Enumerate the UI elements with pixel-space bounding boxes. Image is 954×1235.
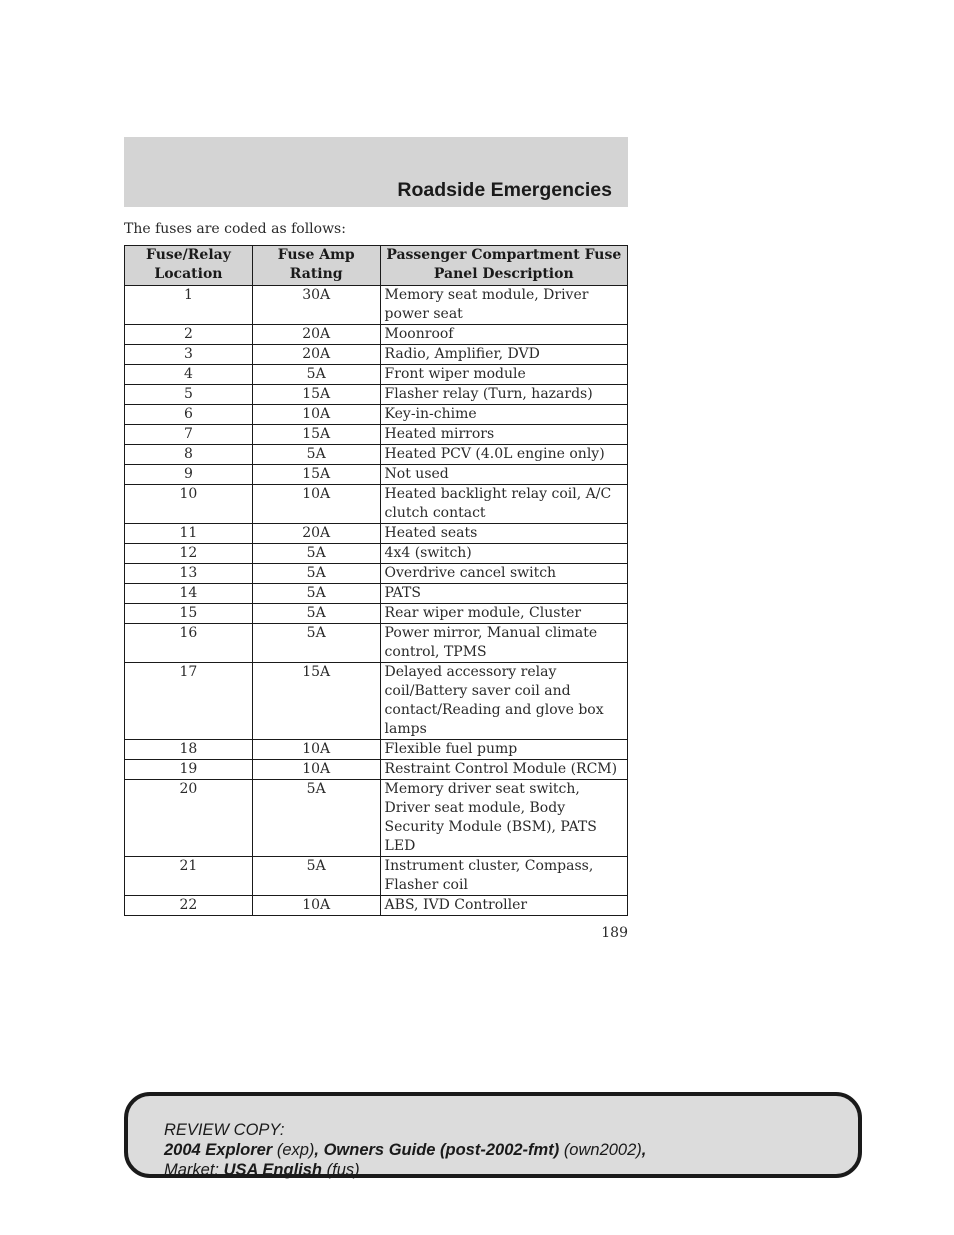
fuse-amp-cell: 10A	[252, 760, 380, 780]
fuse-location-cell: 6	[125, 405, 253, 425]
fuse-table-row	[125, 345, 628, 365]
fuse-table-row	[125, 385, 628, 405]
fuse-description-cell: Overdrive cancel switch	[380, 564, 627, 584]
page-number: 189	[601, 925, 628, 941]
review-market-label: Market:	[164, 1161, 220, 1179]
fuse-table-row	[125, 405, 628, 425]
fuse-table-row	[125, 604, 628, 624]
fuse-table-row	[125, 365, 628, 385]
review-market-code: (fus)	[326, 1161, 360, 1179]
fuse-amp-cell: 10A	[252, 896, 380, 916]
fuse-amp-cell: 5A	[252, 604, 380, 624]
fuse-amp-cell: 10A	[252, 485, 380, 524]
fuse-location-cell: 5	[125, 385, 253, 405]
intro-text: The fuses are coded as follows:	[124, 221, 346, 237]
fuse-amp-cell: 20A	[252, 325, 380, 345]
fuse-description-cell: Moonroof	[380, 325, 627, 345]
review-publication-line	[164, 1140, 646, 1160]
fuse-description-cell: ABS, IVD Controller	[380, 896, 627, 916]
fuse-description-cell: Front wiper module	[380, 365, 627, 385]
review-copy-box	[124, 1092, 862, 1178]
fuse-table-body	[125, 286, 628, 916]
review-guide-code: (own2002)	[563, 1141, 642, 1159]
fuse-table-row	[125, 465, 628, 485]
review-copy-text	[164, 1120, 646, 1180]
review-comma: ,	[641, 1141, 647, 1159]
fuse-description-cell: Instrument cluster, Compass, Flasher coil	[380, 857, 627, 896]
fuse-location-cell: 7	[125, 425, 253, 445]
fuse-amp-cell: 5A	[252, 445, 380, 465]
fuse-table-row	[125, 425, 628, 445]
fuse-description-cell: Heated PCV (4.0L engine only)	[380, 445, 627, 465]
fuse-amp-cell: 5A	[252, 544, 380, 564]
fuse-amp-cell: 15A	[252, 425, 380, 445]
column-header-amp-rating: Fuse Amp Rating	[252, 246, 380, 286]
fuse-description-cell: Memory driver seat switch, Driver seat module, Body Security Module (BSM), PATS LED	[380, 780, 627, 857]
fuse-location-cell: 20	[125, 780, 253, 857]
fuse-amp-cell: 10A	[252, 740, 380, 760]
fuse-table-row	[125, 624, 628, 663]
fuse-amp-cell: 5A	[252, 584, 380, 604]
fuse-amp-cell: 15A	[252, 663, 380, 740]
fuse-amp-cell: 5A	[252, 365, 380, 385]
fuse-table-row	[125, 663, 628, 740]
fuse-amp-cell: 15A	[252, 465, 380, 485]
fuse-table-row	[125, 286, 628, 325]
fuse-location-cell: 19	[125, 760, 253, 780]
fuse-amp-cell: 10A	[252, 405, 380, 425]
review-guide: , Owners Guide (post-2002-fmt)	[314, 1141, 560, 1159]
review-copy-label: REVIEW COPY:	[164, 1121, 285, 1139]
fuse-table-row	[125, 445, 628, 465]
fuse-amp-cell: 20A	[252, 345, 380, 365]
fuse-description-cell: Heated backlight relay coil, A/C clutch contact	[380, 485, 627, 524]
fuse-table-row	[125, 896, 628, 916]
review-market: USA English	[223, 1161, 323, 1179]
fuse-table-row	[125, 544, 628, 564]
column-header-description: Passenger Compartment Fuse Panel Description	[380, 246, 627, 286]
fuse-table-row	[125, 584, 628, 604]
fuse-location-cell: 21	[125, 857, 253, 896]
fuse-location-cell: 4	[125, 365, 253, 385]
fuse-location-cell: 8	[125, 445, 253, 465]
fuse-table-row	[125, 524, 628, 544]
fuse-location-cell: 2	[125, 325, 253, 345]
fuse-location-cell: 11	[125, 524, 253, 544]
fuse-location-cell: 9	[125, 465, 253, 485]
review-model-code: (exp)	[276, 1141, 315, 1159]
fuse-location-cell: 18	[125, 740, 253, 760]
fuse-amp-cell: 30A	[252, 286, 380, 325]
fuse-table-header-row	[125, 246, 628, 286]
fuse-amp-cell: 5A	[252, 857, 380, 896]
fuse-location-cell: 16	[125, 624, 253, 663]
fuse-description-cell: 4x4 (switch)	[380, 544, 627, 564]
fuse-table	[124, 245, 628, 916]
fuse-amp-cell: 20A	[252, 524, 380, 544]
fuse-location-cell: 3	[125, 345, 253, 365]
fuse-table-row	[125, 325, 628, 345]
fuse-amp-cell: 5A	[252, 564, 380, 584]
fuse-table-row	[125, 485, 628, 524]
fuse-description-cell: Memory seat module, Driver power seat	[380, 286, 627, 325]
fuse-description-cell: Heated mirrors	[380, 425, 627, 445]
section-header-band	[124, 137, 628, 207]
fuse-description-cell: Key-in-chime	[380, 405, 627, 425]
fuse-location-cell: 17	[125, 663, 253, 740]
fuse-description-cell: Delayed accessory relay coil/Battery saver coil and contact/Reading and glove box lamps	[380, 663, 627, 740]
fuse-amp-cell: 5A	[252, 624, 380, 663]
fuse-table-row	[125, 740, 628, 760]
fuse-table-row	[125, 564, 628, 584]
review-model: 2004 Explorer	[164, 1141, 273, 1159]
fuse-table-row	[125, 780, 628, 857]
fuse-location-cell: 22	[125, 896, 253, 916]
fuse-location-cell: 1	[125, 286, 253, 325]
fuse-location-cell: 15	[125, 604, 253, 624]
column-header-location: Fuse/Relay Location	[125, 246, 253, 286]
fuse-description-cell: Power mirror, Manual climate control, TPMS	[380, 624, 627, 663]
fuse-description-cell: PATS	[380, 584, 627, 604]
review-market-line	[164, 1160, 646, 1180]
fuse-location-cell: 10	[125, 485, 253, 524]
fuse-location-cell: 13	[125, 564, 253, 584]
fuse-table-row	[125, 857, 628, 896]
fuse-location-cell: 14	[125, 584, 253, 604]
fuse-description-cell: Rear wiper module, Cluster	[380, 604, 627, 624]
fuse-amp-cell: 15A	[252, 385, 380, 405]
fuse-description-cell: Flexible fuel pump	[380, 740, 627, 760]
fuse-location-cell: 12	[125, 544, 253, 564]
fuse-table-row	[125, 760, 628, 780]
fuse-description-cell: Not used	[380, 465, 627, 485]
section-title: Roadside Emergencies	[397, 179, 612, 201]
fuse-description-cell: Radio, Amplifier, DVD	[380, 345, 627, 365]
fuse-amp-cell: 5A	[252, 780, 380, 857]
fuse-description-cell: Restraint Control Module (RCM)	[380, 760, 627, 780]
fuse-description-cell: Heated seats	[380, 524, 627, 544]
fuse-description-cell: Flasher relay (Turn, hazards)	[380, 385, 627, 405]
